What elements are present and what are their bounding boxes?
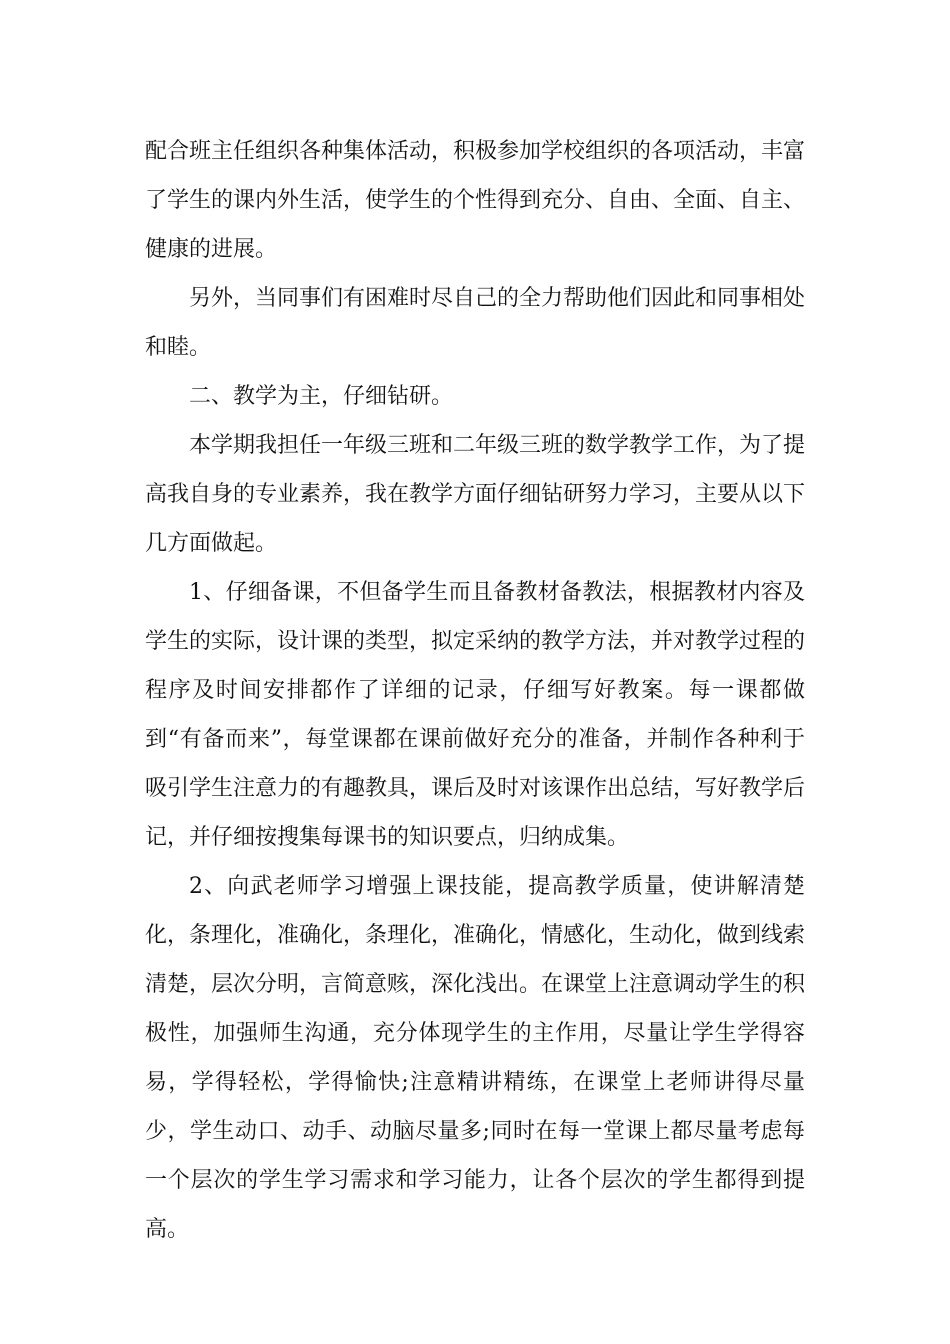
section-heading: 二、教学为主，仔细钻研。	[189, 384, 454, 409]
document-body	[145, 127, 805, 1254]
paragraph-4: 1、仔细备课，不但备学生而且备教材备教法，根据教材内容及学生的实际，设计课的类型，拟定采纳的教学方法，并对教学过程的程序及时间安排都作了详细的记录，仔细写好教案。每一课都做到“有备而来”，每堂课都在课前做好充分的准备，并制作各种利于吸引学生注意力的有趣教具，课后及时对该课作出总结，写好教学后记，并仔细按搜集每课书的知识要点，归纳成集。	[145, 580, 806, 850]
paragraph-1: 配合班主任组织各种集体活动，积极参加学校组织的各项活动，丰富了学生的课内外生活，使学生的个性得到充分、自由、全面、自主、健康的进展。	[145, 139, 806, 262]
paragraph-2: 另外，当同事们有困难时尽自己的全力帮助他们因此和同事相处和睦。	[145, 286, 806, 360]
paragraph-5: 2、向武老师学习增强上课技能，提高教学质量，使讲解清楚化，条理化，准确化，条理化，准确化，情感化，生动化，做到线索清楚，层次分明，言简意赅，深化浅出。在课堂上注意调动学生的积极性，加强师生沟通，充分体现学生的主作用，尽量让学生学得容易，学得轻松，学得愉快;注意精讲精练，在课堂上老师讲得尽量少，学生动口、动手、动脑尽量多;同时在每一堂课上都尽量考虑每一个层次的学生学习需求和学习能力，让各个层次的学生都得到提高。	[145, 874, 806, 1242]
paragraph-3: 本学期我担任一年级三班和二年级三班的数学教学工作，为了提高我自身的专业素养，我在教学方面仔细钻研努力学习，主要从以下几方面做起。	[145, 433, 806, 556]
